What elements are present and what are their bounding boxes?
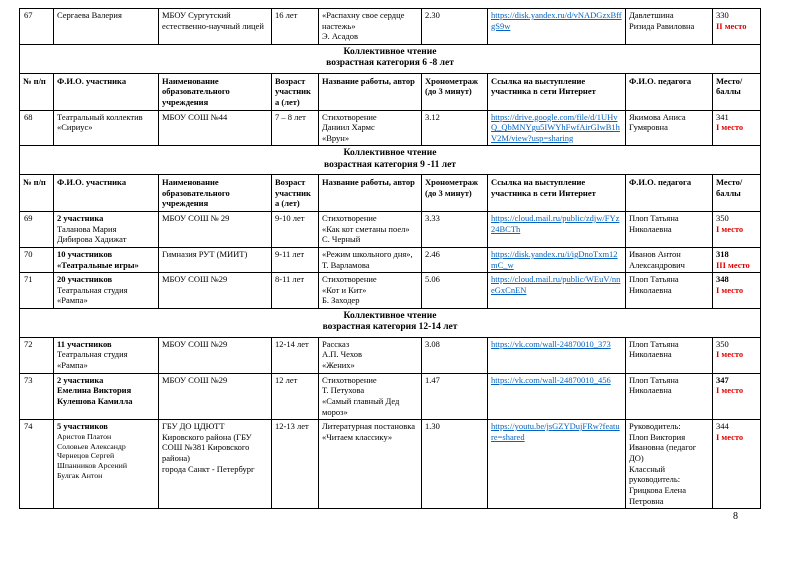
school-line: МБОУ СОШ №29	[162, 274, 228, 285]
score-value: 318	[716, 248, 729, 259]
participant-video-link[interactable]: https://vk.com/wall-24870010_456	[491, 374, 611, 385]
table-row	[20, 337, 761, 373]
cell-place	[713, 9, 761, 45]
participant-line: 10 участников	[57, 248, 113, 259]
rank-label: I место	[716, 385, 744, 396]
score-value: 350	[716, 213, 729, 224]
column-header: № п/п	[20, 175, 54, 212]
work-line: «Распахну свое сердце настежь»	[322, 10, 405, 31]
cell-participant	[54, 337, 159, 373]
cell-link	[488, 337, 626, 373]
teacher-line: Ивановна (педагог ДО)	[629, 442, 697, 464]
cell-duration: 5.06	[422, 273, 488, 309]
cell-school	[159, 337, 272, 373]
cell-school	[159, 9, 272, 45]
column-header: Ссылка на выступление участника в сети Интернет	[488, 73, 626, 110]
cell-teacher	[626, 110, 713, 146]
cell-link	[488, 212, 626, 248]
school-line: ГБУ ДО ЦДЮТТ Кировского района (ГБУ СОШ №381 Кировского района)	[162, 421, 252, 464]
section-title-line: Коллективное чтение	[343, 311, 437, 322]
cell-duration: 1.30	[422, 420, 488, 509]
teacher-line: Николаевна	[629, 385, 672, 396]
teacher-line: Александрович	[629, 259, 685, 270]
cell-link	[488, 110, 626, 146]
cell-participant	[54, 110, 159, 146]
column-header-row	[20, 175, 761, 212]
school-line: МБОУ Сургутский естественно-научный лицей	[162, 10, 264, 31]
section-title	[20, 309, 761, 338]
score-value: 344	[716, 421, 729, 432]
teacher-line: Давлетшина	[629, 10, 674, 20]
cell-age: 12-13 лет	[272, 420, 319, 509]
rank-label: I место	[716, 223, 744, 234]
column-header: Наименование образовательного учреждения	[159, 73, 272, 110]
school-line: МБОУ СОШ № 29	[162, 213, 230, 224]
work-line: Рассказ	[322, 338, 350, 349]
teacher-line: Николаевна	[629, 223, 672, 234]
participant-video-link[interactable]: https://cloud.mail.ru/public/zdjw/FYz24BCTh	[491, 213, 620, 234]
cell-work	[319, 110, 422, 146]
column-header-row	[20, 73, 761, 110]
cell-teacher	[626, 247, 713, 272]
work-line: Т. Варламова	[322, 259, 370, 270]
cell-teacher	[626, 337, 713, 373]
participant-video-link[interactable]: https://disk.yandex.ru/d/vNADGzxBffgS9w	[491, 10, 622, 31]
teacher-line: Плоп Татьяна	[629, 338, 679, 349]
cell-place	[713, 212, 761, 248]
work-line: Стихотворение	[322, 274, 377, 285]
cell-school	[159, 110, 272, 146]
column-header: Ссылка на выступление участника в сети Интернет	[488, 175, 626, 212]
score-value: 341	[716, 111, 729, 122]
cell-teacher	[626, 9, 713, 45]
cell-age: 12 лет	[272, 373, 319, 420]
participant-line: 2 участника	[57, 213, 104, 224]
teacher-line: Иванов Антон	[629, 248, 681, 259]
cell-work	[319, 420, 422, 509]
column-header: Возраст участника (лет)	[272, 175, 319, 212]
participant-video-link[interactable]: https://vk.com/wall-24870010_373	[491, 338, 611, 349]
teacher-line: Якимова Аниса	[629, 111, 686, 122]
rank-label: I место	[716, 284, 744, 295]
table-row	[20, 212, 761, 248]
cell-age: 16 лет	[272, 9, 319, 45]
cell-duration: 2.46	[422, 247, 488, 272]
cell-link	[488, 273, 626, 309]
work-line: Т. Петухова	[322, 385, 365, 396]
cell-work	[319, 212, 422, 248]
column-header: Место/ баллы	[713, 73, 761, 110]
cell-work	[319, 247, 422, 272]
table-row	[20, 247, 761, 272]
page-number: 8	[733, 511, 738, 522]
teacher-line: Плоп Татьяна	[629, 274, 679, 285]
cell-school	[159, 212, 272, 248]
section-title-line: возрастная категория 9 -11 лет	[324, 159, 456, 170]
cell-teacher	[626, 273, 713, 309]
score-value: 347	[716, 374, 729, 385]
cell-work	[319, 273, 422, 309]
cell-school	[159, 373, 272, 420]
cell-row-number: 67	[20, 9, 54, 45]
participant-line: Таланова Мария	[57, 223, 117, 234]
participant-line: Театральный коллектив «Сириус»	[57, 111, 143, 133]
section-header-row	[20, 146, 761, 175]
section-title	[20, 146, 761, 175]
cell-duration: 1.47	[422, 373, 488, 420]
cell-work	[319, 337, 422, 373]
cell-work	[319, 9, 422, 45]
rank-label: I место	[716, 349, 744, 360]
cell-participant	[54, 212, 159, 248]
column-header: Место/ баллы	[713, 175, 761, 212]
cell-link	[488, 9, 626, 45]
cell-participant	[54, 273, 159, 309]
cell-teacher	[626, 420, 713, 509]
teacher-line: Руководитель:	[629, 421, 681, 432]
cell-age: 8-11 лет	[272, 273, 319, 309]
work-line: «Жених»	[322, 360, 355, 371]
cell-participant	[54, 9, 159, 45]
teacher-line: Гумяровна	[629, 122, 668, 133]
cell-duration: 3.33	[422, 212, 488, 248]
column-header: Наименование образовательного учреждения	[159, 175, 272, 212]
work-line: «Режим школьного дня»,	[322, 248, 413, 259]
work-line: Стихотворение	[322, 213, 377, 224]
participant-line: Дибирова Хадижат	[57, 234, 127, 245]
work-line: Литературная постановка	[322, 421, 416, 432]
cell-age: 9-10 лет	[272, 212, 319, 248]
teacher-line: Николаевна	[629, 284, 672, 295]
school-line: города Санкт - Петербург	[162, 463, 255, 474]
work-line: Стихотворение	[322, 111, 377, 122]
table-row	[20, 273, 761, 309]
rank-label: II место	[716, 20, 747, 31]
cell-duration: 2.30	[422, 9, 488, 45]
cell-row-number: 68	[20, 110, 54, 146]
column-header: Ф.И.О. участника	[54, 73, 159, 110]
column-header: № п/п	[20, 73, 54, 110]
teacher-line: Плоп Татьяна	[629, 213, 679, 224]
rank-label: I место	[716, 122, 744, 133]
school-line: МБОУ СОШ №29	[162, 374, 228, 385]
participant-video-link[interactable]: https://disk.yandex.ru/i/igDnoTxm12mC_w	[491, 248, 618, 270]
teacher-line: Грицкова Елена	[629, 484, 687, 495]
cell-row-number: 73	[20, 373, 54, 420]
participant-line: Кулешова Камилла	[57, 395, 133, 406]
participant-line: Соловьев Александр	[57, 441, 126, 451]
cell-age: 12-14 лет	[272, 337, 319, 373]
participant-video-link[interactable]: https://youtu.be/jsGZYDujFRw?feature=shared	[491, 421, 620, 442]
cell-work	[319, 373, 422, 420]
school-line: Гимназия РУТ (МИИТ)	[162, 248, 248, 259]
cell-place	[713, 373, 761, 420]
cell-row-number: 69	[20, 212, 54, 248]
cell-link	[488, 373, 626, 420]
column-header: Хронометраж (до 3 минут)	[422, 73, 488, 110]
participant-line: «Театральные игры»	[57, 259, 139, 270]
teacher-line: Плоп Виктория	[629, 431, 686, 442]
section-title-line: Коллективное чтение	[343, 46, 437, 57]
cell-place	[713, 247, 761, 272]
table-row	[20, 110, 761, 146]
section-title-line: возрастная категория 12-14 лет	[322, 322, 458, 333]
teacher-line: Классный	[629, 463, 666, 474]
cell-teacher	[626, 212, 713, 248]
cell-place	[713, 110, 761, 146]
participant-line: Аристов Платон	[57, 431, 112, 441]
table-row	[20, 373, 761, 420]
column-header: Хронометраж (до 3 минут)	[422, 175, 488, 212]
work-line: «Врун»	[322, 132, 350, 143]
teacher-line: Николаевна	[629, 349, 672, 360]
cell-place	[713, 337, 761, 373]
score-value: 330	[716, 10, 729, 20]
participant-line: Шпанников Арсений	[57, 461, 128, 471]
participant-line: Чернецов Сергей	[57, 451, 115, 461]
table-row	[20, 9, 761, 45]
participant-video-link[interactable]: https://drive.google.com/file/d/1UHvQ_QbMNYgu5IWYhFwfAirGIwB1hV2M/view?usp=sharing	[491, 111, 620, 143]
cell-row-number: 74	[20, 420, 54, 509]
work-line: «Кот и Кит»	[322, 284, 367, 295]
cell-school	[159, 420, 272, 509]
work-line: Стихотворение	[322, 374, 377, 385]
teacher-line: Петровна	[629, 495, 664, 506]
cell-row-number: 72	[20, 337, 54, 373]
cell-duration: 3.12	[422, 110, 488, 146]
participant-line: Сергаева Валерия	[57, 10, 122, 20]
participant-line: 20 участников	[57, 274, 113, 285]
cell-participant	[54, 247, 159, 272]
teacher-line: Плоп Татьяна	[629, 374, 679, 385]
column-header: Ф.И.О. педагога	[626, 175, 713, 212]
cell-school	[159, 247, 272, 272]
participant-line: 11 участников	[57, 338, 112, 349]
participant-video-link[interactable]: https://cloud.mail.ru/public/WEuV/nneGxCnEN	[491, 274, 621, 295]
section-header-row	[20, 44, 761, 73]
column-header: Возраст участника (лет)	[272, 73, 319, 110]
section-title-line: возрастная категория 6 -8 лет	[326, 58, 454, 69]
section-title-line: Коллективное чтение	[343, 148, 437, 159]
cell-participant	[54, 373, 159, 420]
cell-age: 9-11 лет	[272, 247, 319, 272]
cell-school	[159, 273, 272, 309]
cell-participant	[54, 420, 159, 509]
column-header: Название работы, автор	[319, 175, 422, 212]
column-header: Название работы, автор	[319, 73, 422, 110]
participant-line: Театральная студия «Рампа»	[57, 349, 128, 371]
teacher-line: Ризида Равиловна	[629, 20, 695, 31]
work-line: «Самый главный Дед мороз»	[322, 395, 400, 417]
table-row	[20, 420, 761, 509]
work-line: «Читаем классику»	[322, 431, 393, 442]
cell-row-number: 70	[20, 247, 54, 272]
cell-link	[488, 247, 626, 272]
column-header: Ф.И.О. педагога	[626, 73, 713, 110]
work-line: А.П. Чехов	[322, 349, 363, 360]
work-line: С. Черный	[322, 234, 361, 245]
section-header-row	[20, 309, 761, 338]
participant-line: Емелина Виктория	[57, 385, 132, 396]
score-value: 348	[716, 274, 729, 285]
work-line: Даниил Хармс	[322, 122, 375, 133]
rank-label: III место	[716, 259, 750, 270]
participant-line: Булгак Антон	[57, 470, 103, 480]
cell-duration: 3.08	[422, 337, 488, 373]
cell-teacher	[626, 373, 713, 420]
cell-link	[488, 420, 626, 509]
cell-row-number: 71	[20, 273, 54, 309]
rank-label: I место	[716, 431, 744, 442]
work-line: «Как кот сметаны поел»	[322, 223, 410, 234]
cell-age: 7 – 8 лет	[272, 110, 319, 146]
teacher-line: руководитель:	[629, 474, 681, 485]
section-title	[20, 44, 761, 73]
participant-line: 5 участников	[57, 421, 108, 432]
results-table	[19, 8, 761, 509]
school-line: МБОУ СОШ №29	[162, 338, 228, 349]
score-value: 350	[716, 338, 729, 349]
column-header: Ф.И.О. участника	[54, 175, 159, 212]
work-line: Э. Асадов	[322, 31, 359, 42]
participant-line: Театральная студия «Рампа»	[57, 284, 128, 306]
cell-place	[713, 420, 761, 509]
school-line: МБОУ СОШ №44	[162, 111, 228, 122]
cell-place	[713, 273, 761, 309]
participant-line: 2 участника	[57, 374, 104, 385]
work-line: Б. Заходер	[322, 295, 360, 306]
